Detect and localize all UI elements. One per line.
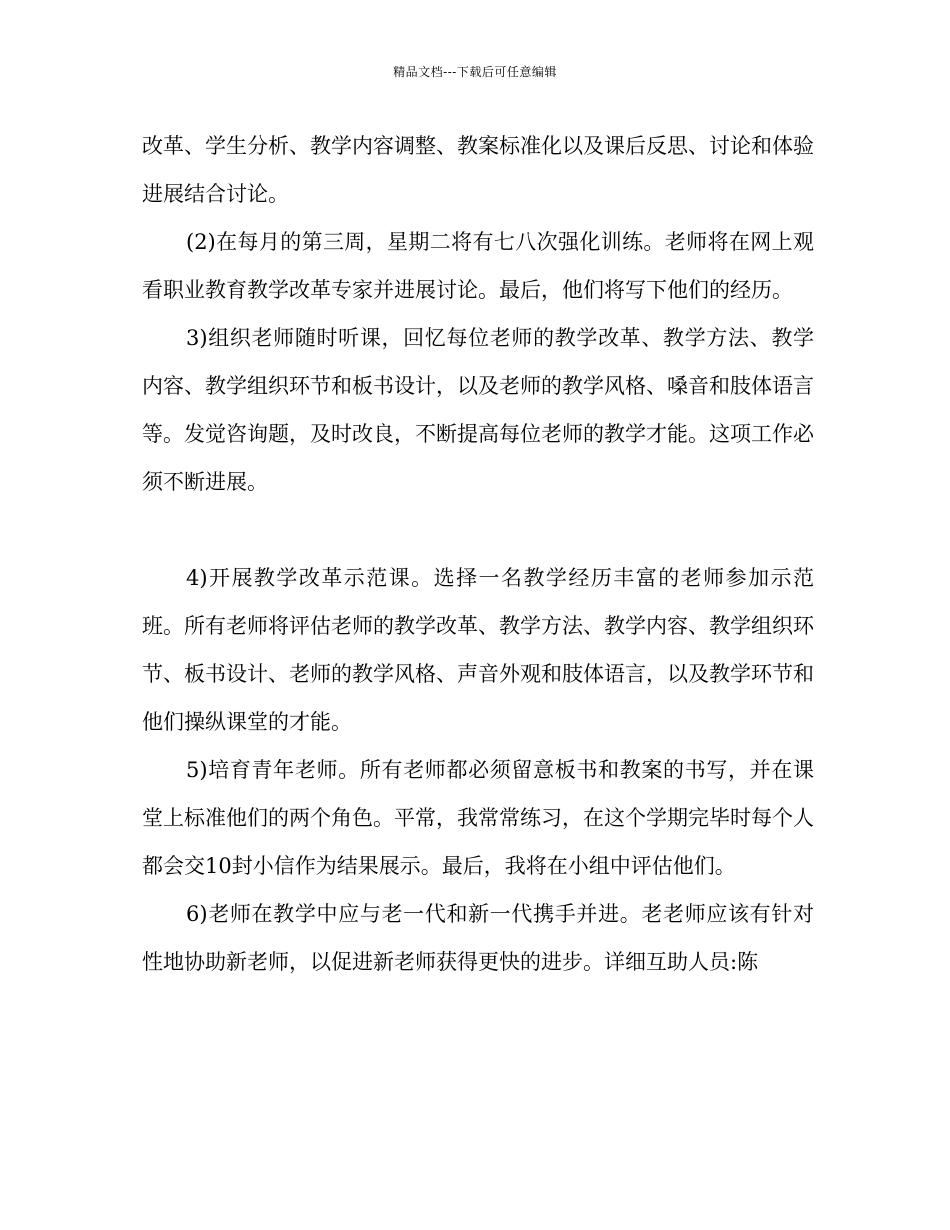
page-header: 精品文档---下载后可任意编辑 [393, 65, 557, 79]
paragraph-item-3: 3)组织老师随时听课，回忆每位老师的教学改革、教学方法、教学内容、教学组织环节和板书设计，以及老师的教学风格、嗓音和肢体语言等。发觉咨询题，及时改良，不断提高每位老师的教学才能。这项工作必须不断进展。 [142, 326, 814, 494]
paragraph-item-6: 6)老师在教学中应与老一代和新一代携手并进。老老师应该有针对性地协助新老师，以促进新老师获得更快的进步。详细互助人员:陈 [142, 902, 814, 974]
paragraph-spacer [142, 506, 814, 554]
document-body [142, 122, 814, 986]
paragraph-item-5: 5)培育青年老师。所有老师都必须留意板书和教案的书写，并在课堂上标准他们的两个角色。平常，我常常练习，在这个学期完毕时每个人都会交10封小信作为结果展示。最后，我将在小组中评估他们。 [142, 758, 814, 878]
paragraph-continuation: 改革、学生分析、教学内容调整、教案标准化以及课后反思、讨论和体验进展结合讨论。 [142, 134, 814, 206]
paragraph-item-4: 4)开展教学改革示范课。选择一名教学经历丰富的老师参加示范班。所有老师将评估老师的教学改革、教学方法、教学内容、教学组织环节、板书设计、老师的教学风格、声音外观和肢体语言，以及教学环节和他们操纵课堂的才能。 [142, 566, 814, 734]
paragraph-item-2: (2)在每月的第三周，星期二将有七八次强化训练。老师将在网上观看职业教育教学改革专家并进展讨论。最后，他们将写下他们的经历。 [142, 230, 814, 302]
